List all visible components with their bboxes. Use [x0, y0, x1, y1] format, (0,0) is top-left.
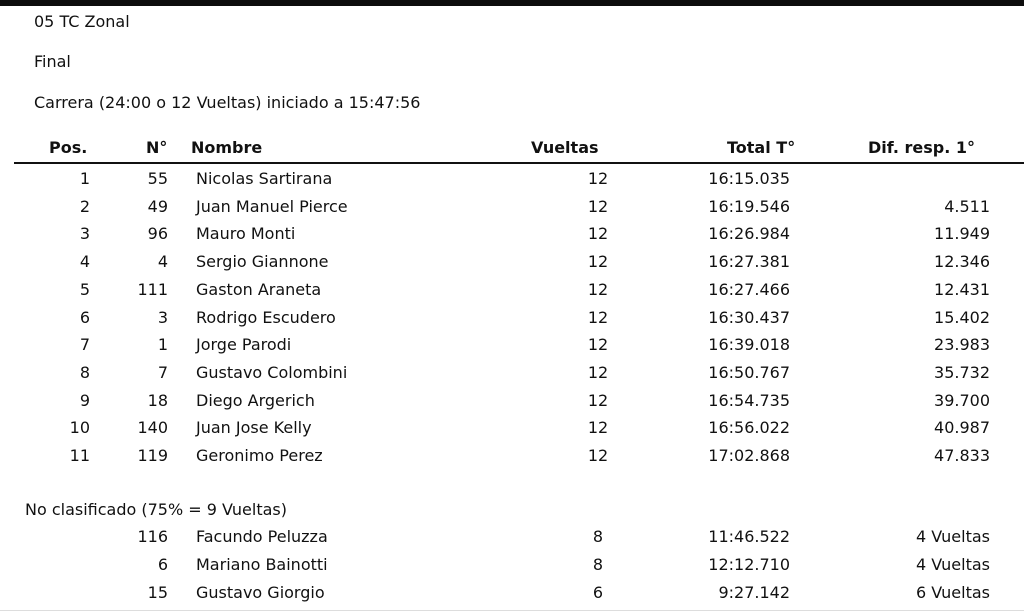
- row-total: 17:02.868: [708, 446, 790, 465]
- row-diff: 47.833: [934, 446, 990, 465]
- row-number: 116: [137, 527, 168, 546]
- row-pos: 6: [79, 307, 90, 327]
- row-name: Jorge Parodi: [196, 335, 292, 355]
- row-diff: 4.511: [944, 196, 990, 216]
- row-name: Facundo Peluzza: [196, 527, 328, 546]
- row-laps: 8: [592, 555, 604, 574]
- row-laps: 6: [592, 583, 604, 602]
- row-laps: 12: [587, 224, 609, 244]
- top-bar: [0, 0, 1024, 6]
- row-name: Gustavo Colombini: [196, 362, 348, 382]
- row-laps: 12: [587, 279, 609, 299]
- row-diff: 4 Vueltas: [916, 555, 990, 574]
- row-laps: 12: [587, 196, 609, 216]
- row-name: Mauro Monti: [196, 224, 296, 244]
- table-row: [0, 224, 1024, 251]
- table-row: [0, 335, 1024, 362]
- row-diff: 12.431: [934, 279, 990, 299]
- table-row: [0, 252, 1024, 279]
- row-laps: 12: [587, 335, 609, 355]
- row-name: Geronimo Perez: [196, 446, 323, 465]
- row-number: 3: [157, 307, 168, 327]
- row-number: 49: [147, 196, 168, 216]
- row-number: 119: [137, 446, 168, 465]
- row-laps: 12: [587, 169, 609, 188]
- row-pos: 2: [79, 196, 90, 216]
- row-diff: 23.983: [934, 335, 990, 355]
- table-row: [0, 280, 1024, 307]
- row-pos: 1: [79, 169, 90, 188]
- row-pos: 3: [79, 224, 90, 244]
- row-pos: 10: [69, 418, 90, 438]
- row-total: 12:12.710: [708, 555, 790, 574]
- row-name: Gustavo Giorgio: [196, 583, 325, 602]
- row-number: 96: [147, 224, 168, 244]
- row-number: 4: [157, 252, 168, 272]
- table-row: [0, 446, 1024, 473]
- row-number: 6: [157, 555, 168, 574]
- row-total: 16:15.035: [708, 169, 790, 188]
- race-info: Carrera (24:00 o 12 Vueltas) iniciado a 15:47:56: [34, 93, 421, 112]
- row-total: 16:56.022: [708, 418, 790, 438]
- row-number: 140: [137, 418, 168, 438]
- col-pos: Pos.: [49, 138, 88, 157]
- row-pos: 9: [79, 390, 90, 410]
- row-total: 11:46.522: [708, 527, 790, 546]
- header-rule: [14, 162, 1024, 164]
- table-row: [0, 391, 1024, 418]
- row-total: 16:27.381: [708, 252, 790, 272]
- row-total: 16:39.018: [708, 335, 790, 355]
- table-row: [0, 363, 1024, 390]
- row-name: Mariano Bainotti: [196, 555, 328, 574]
- session-name: Final: [34, 52, 71, 71]
- row-laps: 12: [587, 252, 609, 272]
- row-number: 111: [137, 279, 168, 299]
- row-number: 7: [157, 362, 168, 382]
- row-pos: 4: [79, 252, 90, 272]
- table-row: [0, 418, 1024, 445]
- event-title: 05 TC Zonal: [34, 12, 130, 31]
- row-diff: 39.700: [934, 390, 990, 410]
- row-total: 9:27.142: [718, 583, 790, 602]
- table-row: [0, 197, 1024, 224]
- row-pos: 5: [79, 279, 90, 299]
- row-name: Sergio Giannone: [196, 252, 329, 272]
- row-name: Juan Manuel Pierce: [196, 196, 348, 216]
- row-number: 1: [157, 335, 168, 355]
- not-classified-label: No clasificado (75% = 9 Vueltas): [25, 500, 287, 519]
- row-diff: 11.949: [934, 224, 990, 244]
- row-diff: 4 Vueltas: [916, 527, 990, 546]
- row-diff: 40.987: [934, 418, 990, 438]
- row-total: 16:26.984: [708, 224, 790, 244]
- row-pos: 7: [79, 335, 90, 355]
- row-diff: 35.732: [934, 362, 990, 382]
- row-diff: 15.402: [934, 307, 990, 327]
- col-diff: Dif. resp. 1°: [868, 138, 975, 157]
- table-row: [0, 308, 1024, 335]
- col-laps: Vueltas: [531, 138, 599, 157]
- row-number: 15: [147, 583, 168, 602]
- row-total: 16:50.767: [708, 362, 790, 382]
- row-total: 16:54.735: [708, 390, 790, 410]
- table-row: [0, 169, 1024, 196]
- row-laps: 12: [587, 418, 609, 438]
- row-number: 18: [147, 390, 168, 410]
- row-pos: 8: [79, 362, 90, 382]
- table-row: [0, 555, 1024, 582]
- row-pos: 11: [69, 446, 90, 465]
- col-total: Total T°: [727, 138, 796, 157]
- row-name: Nicolas Sartirana: [196, 169, 333, 188]
- row-diff: 12.346: [934, 252, 990, 272]
- row-laps: 12: [587, 362, 609, 382]
- row-number: 55: [147, 169, 168, 188]
- row-name: Gaston Araneta: [196, 279, 322, 299]
- row-laps: 12: [587, 446, 609, 465]
- row-name: Diego Argerich: [196, 390, 315, 410]
- row-total: 16:30.437: [708, 307, 790, 327]
- row-total: 16:19.546: [708, 196, 790, 216]
- row-diff: 6 Vueltas: [916, 583, 990, 602]
- row-laps: 12: [587, 307, 609, 327]
- row-name: Juan Jose Kelly: [196, 418, 312, 438]
- row-total: 16:27.466: [708, 279, 790, 299]
- bottom-rule: [0, 610, 1024, 611]
- table-row: [0, 583, 1024, 610]
- row-laps: 8: [592, 527, 604, 546]
- col-number: N°: [146, 138, 168, 157]
- row-laps: 12: [587, 390, 609, 410]
- col-name: Nombre: [191, 138, 263, 157]
- table-row: [0, 527, 1024, 554]
- row-name: Rodrigo Escudero: [196, 307, 336, 327]
